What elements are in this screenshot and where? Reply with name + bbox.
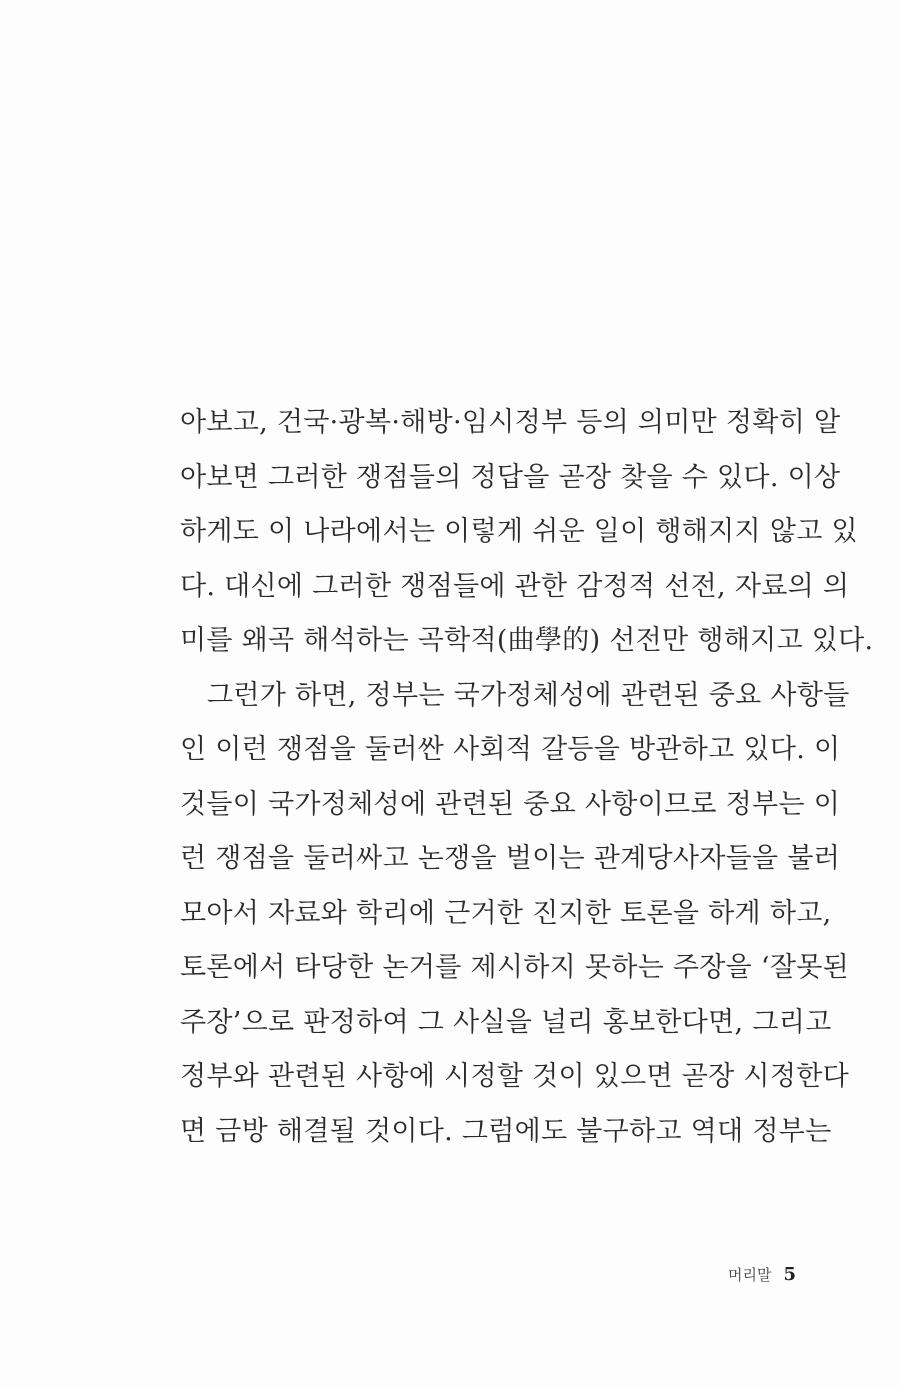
page-footer — [728, 1264, 796, 1285]
text-line: 것들이 국가정체성에 관련된 중요 사항이므로 정부는 이 — [180, 788, 841, 820]
body-text — [180, 396, 874, 1159]
text-line: 미를 왜곡 해석하는 곡학적(曲學的) 선전만 행해지고 있다. — [180, 625, 874, 656]
text-line: 다. 대신에 그러한 쟁점들에 관한 감정적 선전, 자료의 의 — [180, 570, 850, 602]
text-line: 하게도 이 나라에서는 이렇게 쉬운 일이 행해지지 않고 있 — [180, 516, 858, 547]
text-line: 정부와 관련된 사항에 시정할 것이 있으면 곧장 시정한다 — [180, 1061, 849, 1092]
page-number: 5 — [783, 1264, 796, 1285]
running-head: 머리말 — [727, 1266, 772, 1284]
text-line: 인 이런 쟁점을 둘러싼 사회적 갈등을 방관하고 있다. 이 — [180, 734, 841, 765]
text-line: 아보면 그러한 쟁점들의 정답을 곧장 찾을 수 있다. 이상 — [180, 461, 841, 493]
text-line: 주장’으로 판정하여 그 사실을 널리 홍보한다면, 그리고 — [180, 1006, 832, 1038]
text-line: 모아서 자료와 학리에 근거한 진지한 토론을 하게 하고, — [180, 897, 832, 929]
text-line-paragraph-start: 그런가 하면, 정부는 국가정체성에 관련된 중요 사항들 — [207, 679, 850, 711]
text-line: 아보고, 건국·광복·해방·임시정부 등의 의미만 정확히 알 — [180, 407, 841, 438]
text-line: 면 금방 해결될 것이다. 그럼에도 불구하고 역대 정부는 — [180, 1115, 832, 1147]
text-line: 토론에서 타당한 논거를 제시하지 못하는 주장을 ‘잘못된 — [180, 952, 849, 983]
text-line: 런 쟁점을 둘러싸고 논쟁을 벌이는 관계당사자들을 불러 — [180, 843, 841, 874]
